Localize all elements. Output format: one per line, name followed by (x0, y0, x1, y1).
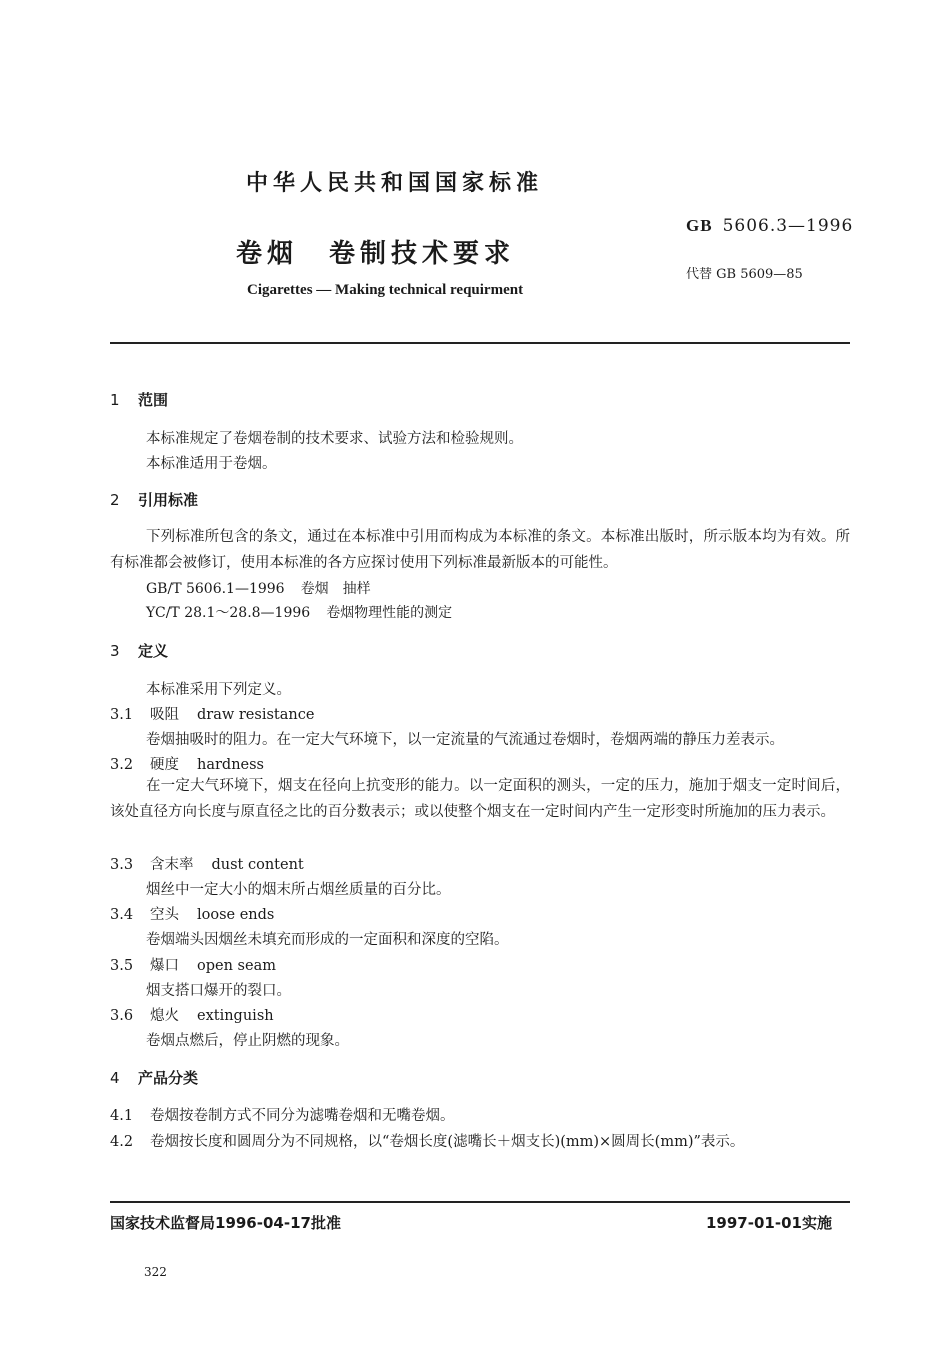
section-1-paragraph-2: 本标准适用于卷烟。 (146, 456, 277, 472)
section-4-heading: 4 产品分类 (110, 1069, 199, 1087)
definition-3-5-heading: 3.5 爆口 open seam (110, 958, 276, 974)
effective-date: 1997-01-01实施 (706, 1214, 832, 1232)
item-4-1: 4.1 卷烟按卷制方式不同分为滤嘴卷烟和无嘴卷烟。 (110, 1108, 455, 1124)
section-2-paragraph: 下列标准所包含的条文，通过在本标准中引用而构成为本标准的条文。本标准出版时，所示版本均为有效。所有标准都会被修订，使用本标准的各方应探讨使用下列标准最新版本的可能性。 (110, 529, 850, 571)
reference-2: YC/T 28.1～28.8—1996 卷烟物理性能的测定 (146, 605, 453, 621)
gb-number: 5606.3—1996 (722, 216, 854, 236)
definition-3-3-text: 烟丝中一定大小的烟末所占烟丝质量的百分比。 (146, 882, 451, 898)
definition-3-4-text: 卷烟端头因烟丝未填充而形成的一定面积和深度的空陷。 (146, 932, 509, 948)
document-title-zh: 卷烟 卷制技术要求 (236, 239, 516, 269)
definition-3-6-heading: 3.6 熄火 extinguish (110, 1008, 274, 1024)
national-standard-heading: 中华人民共和国国家标准 (246, 171, 544, 196)
section-2-heading: 2 引用标准 (110, 491, 199, 509)
item-4-2: 4.2 卷烟按长度和圆周分为不同规格，以“卷烟长度(滤嘴长＋烟支长)(mm)×圆周长(mm)”表示。 (110, 1134, 745, 1150)
definition-3-5-text: 烟支搭口爆开的裂口。 (146, 983, 291, 999)
definition-3-6-text: 卷烟点燃后，停止阴燃的现象。 (146, 1033, 349, 1049)
page-number: 322 (144, 1265, 167, 1279)
definition-3-3-heading: 3.3 含末率 dust content (110, 857, 304, 873)
document-title-en: Cigarettes — Making technical requirment (247, 282, 524, 298)
gb-prefix: GB (686, 216, 713, 235)
header-divider (110, 342, 850, 344)
standard-number (686, 216, 853, 236)
approval-date: 国家技术监督局1996-04-17批准 (110, 1214, 341, 1232)
footer-divider (110, 1201, 850, 1203)
section-3-intro: 本标准采用下列定义。 (146, 682, 291, 698)
definition-3-1-text: 卷烟抽吸时的阻力。在一定大气环境下，以一定流量的气流通过卷烟时，卷烟两端的静压力差表示。 (146, 732, 784, 748)
section-3-heading: 3 定义 (110, 642, 169, 660)
definition-3-2-text: 在一定大气环境下，烟支在径向上抗变形的能力。以一定面积的测头，一定的压力，施加于烟支一定时间后，该处直径方向长度与原直径之比的百分数表示；或以使整个烟支在一定时间内产生一定形变时所施加的压力表示。 (110, 778, 850, 820)
definition-3-4-heading: 3.4 空头 loose ends (110, 907, 275, 923)
definition-3-2-heading: 3.2 硬度 hardness (110, 757, 264, 773)
definition-3-1-heading: 3.1 吸阻 draw resistance (110, 707, 315, 723)
section-1-paragraph-1: 本标准规定了卷烟卷制的技术要求、试验方法和检验规则。 (146, 431, 523, 447)
reference-1: GB/T 5606.1—1996 卷烟 抽样 (146, 581, 371, 597)
replaces-note: 代替 GB 5609—85 (686, 267, 803, 282)
section-1-heading: 1 范围 (110, 391, 169, 409)
